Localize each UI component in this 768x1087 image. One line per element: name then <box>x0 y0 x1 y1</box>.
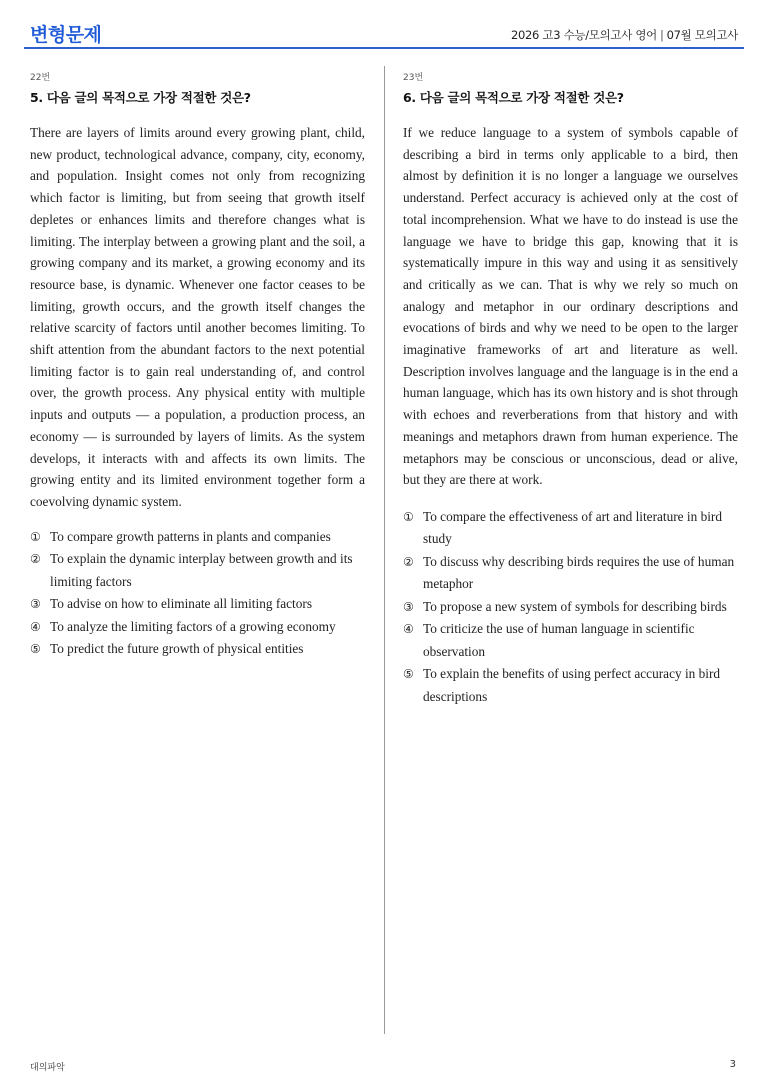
choice-item[interactable] <box>403 551 738 596</box>
question-title: 5. 다음 글의 목적으로 가장 적절한 것은? <box>30 90 251 105</box>
choice-item[interactable] <box>403 596 738 619</box>
choice-text: To analyze the limiting factors of a growing economy <box>50 618 336 634</box>
choice-list <box>30 526 365 661</box>
choice-text: To discuss why describing birds requires the use of human metaphor <box>423 553 735 592</box>
choice-item[interactable] <box>30 548 365 593</box>
question-title: 6. 다음 글의 목적으로 가장 적절한 것은? <box>403 90 624 105</box>
choice-number: ① <box>403 509 414 524</box>
column-divider <box>384 66 385 1034</box>
choice-number: ④ <box>403 622 414 637</box>
header-separator: | <box>659 28 664 42</box>
choice-text: To predict the future growth of physical entities <box>50 641 304 657</box>
choice-item[interactable] <box>403 618 738 663</box>
passage: There are layers of limits around every growing plant, child, new product, technological advance, company, city, economy, and population. Insight comes not only from recognizing which factor is limiting, but from seeing that growth itself depletes or enhances limits and therefore changes what is limiting. The interplay between a growing plant and the soil, a growing company and its market, a growing economy and its resource base, is dynamic. Whenever one factor ceases to be limiting, growth occurs, and the growth itself changes the relative scarcity of factors until another becomes limiting. To shift attention from the abundant factors to the next potential limiting factor is to gain real understanding of, and control over, the growth process. Any physical entity with multiple inputs and outputs — a population, a production process, an economy — is surrounded by layers of limits. As the system develops, it interacts with and affects its own limits. The growing entity and its limited environment together form a coevolving dynamic system. <box>30 125 365 509</box>
source-number: 22번 <box>30 73 51 83</box>
choice-text: To explain the dynamic interplay between growth and its limiting factors <box>50 551 353 589</box>
exam-name: 2026 고3 수능/모의고사 영어 <box>510 28 657 42</box>
choice-number: ⑤ <box>403 667 414 682</box>
choice-text: To propose a new system of symbols for describing birds <box>423 598 727 614</box>
choice-number: ② <box>30 552 41 567</box>
header-rule <box>24 47 744 49</box>
choice-number: ③ <box>30 597 41 612</box>
choice-item[interactable] <box>30 638 365 661</box>
choice-item[interactable] <box>403 506 738 551</box>
exam-info <box>511 27 738 43</box>
exam-month: 07월 모의고사 <box>666 28 738 42</box>
choice-number: ⑤ <box>30 642 41 657</box>
choice-text: To compare growth patterns in plants and companies <box>50 528 331 544</box>
choice-item[interactable] <box>30 526 365 549</box>
choice-number: ② <box>403 554 414 569</box>
source-number: 23번 <box>403 73 424 83</box>
choice-list <box>403 506 738 709</box>
passage: If we reduce language to a system of symbols capable of describing a bird in terms only applicable to a bird, then almost by definition it is no longer a language we ourselves understand. Perfect accuracy is achieved only at the cost of total incomprehension. What we have to do instead is use the language we have to bridge this gap, knowing that it is systematically impure in this way and using it as sensitively and critically as we can. That is why we rely so much on analogy and metaphor in our ordinary descriptions and evocations of birds and why we need to be open to the larger imaginative frameworks of art and literature as well. Description involves language and the language is in the end a human language, which has its own history and is shot through with echoes and reverberations from that history and with meanings and metaphors drawn from human experience. The metaphors may be conscious or unconscious, dead or alive, but they are there at work. <box>403 125 738 488</box>
page-title: 변형문제 <box>30 24 102 46</box>
choice-item[interactable] <box>30 616 365 639</box>
choice-number: ③ <box>403 599 414 614</box>
choice-number: ① <box>30 529 41 544</box>
question-6 <box>403 70 738 708</box>
choice-text: To explain the benefits of using perfect accuracy in bird descriptions <box>423 666 721 704</box>
choice-text: To advise on how to eliminate all limiting factors <box>50 596 312 612</box>
choice-item[interactable] <box>30 593 365 616</box>
choice-text: To criticize the use of human language in scientific observation <box>423 621 695 659</box>
question-5 <box>30 70 365 661</box>
choice-text: To compare the effectiveness of art and literature in bird study <box>423 508 722 547</box>
choice-number: ④ <box>30 619 41 634</box>
footer-publisher: 대의파악 <box>30 1063 65 1073</box>
choice-item[interactable] <box>403 663 738 708</box>
page-number: 3 <box>729 1059 736 1070</box>
